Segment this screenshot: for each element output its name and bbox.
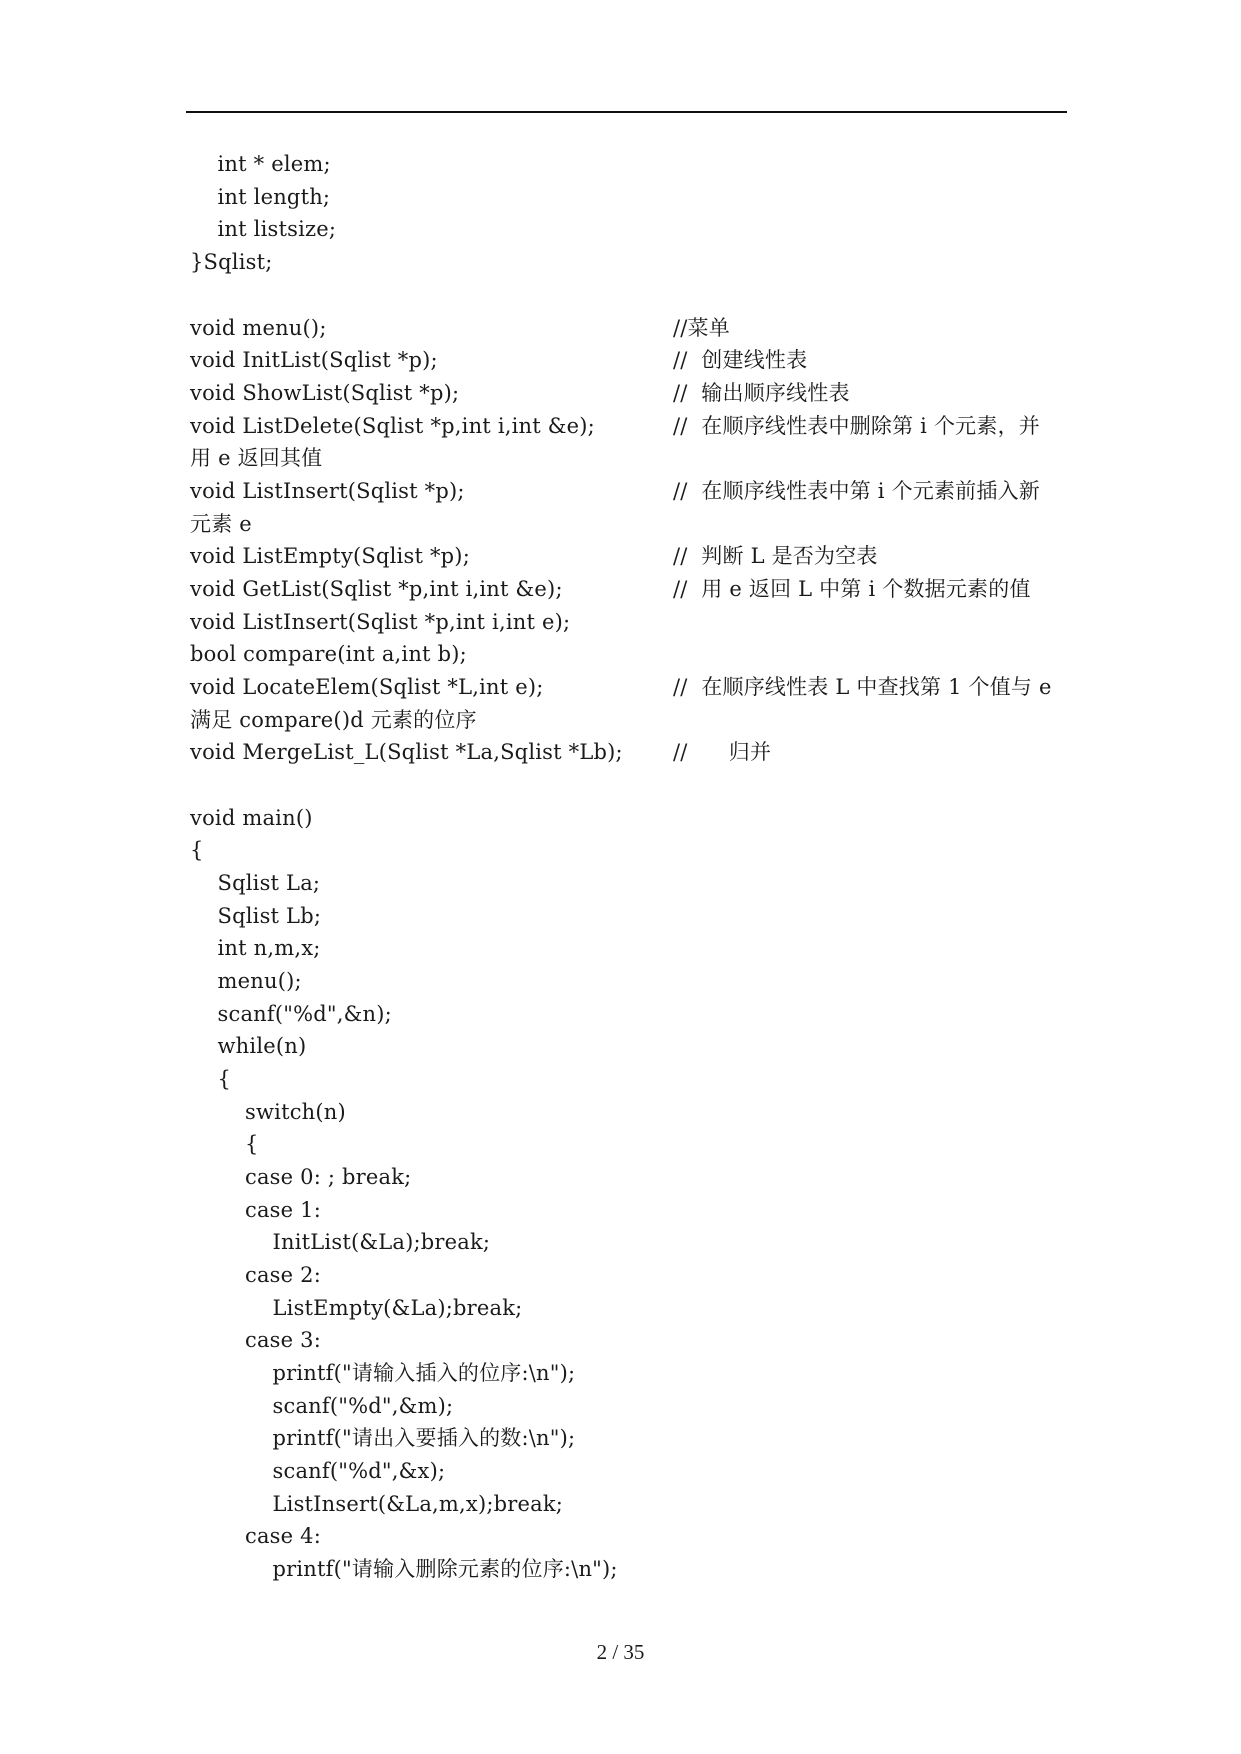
code-line: { bbox=[190, 1067, 232, 1091]
code-line: { bbox=[190, 838, 204, 862]
code-line: int listsize; bbox=[190, 217, 337, 241]
code-line: int n,m,x; bbox=[190, 936, 321, 960]
code-line: { bbox=[190, 1132, 259, 1156]
code-line: void LocateElem(Sqlist *L,int e); bbox=[190, 675, 544, 699]
comment-initlist: // 创建线性表 bbox=[673, 348, 808, 372]
code-line: menu(); bbox=[190, 969, 302, 993]
code-line: void menu(); bbox=[190, 316, 327, 340]
code-line: void ListInsert(Sqlist *p); bbox=[190, 479, 465, 503]
code-line: case 3: bbox=[190, 1328, 321, 1352]
code-line: case 1: bbox=[190, 1198, 321, 1222]
comment-listinsert: // 在顺序线性表中第 i 个元素前插入新 bbox=[673, 479, 1040, 503]
code-line: printf("请出入要插入的数:\n"); bbox=[190, 1426, 576, 1450]
code-line: printf("请输入插入的位序:\n"); bbox=[190, 1361, 576, 1385]
page-number: 2 / 35 bbox=[596, 1640, 645, 1664]
comment-showlist: // 输出顺序线性表 bbox=[673, 381, 850, 405]
code-line: void main() bbox=[190, 806, 313, 830]
comment-continuation: 满足 compare()d 元素的位序 bbox=[190, 708, 477, 732]
code-line: void ShowList(Sqlist *p); bbox=[190, 381, 460, 405]
comment-menu: //菜单 bbox=[673, 316, 730, 340]
code-line: }Sqlist; bbox=[190, 250, 273, 274]
code-line: ListEmpty(&La);break; bbox=[190, 1296, 523, 1320]
code-line: bool compare(int a,int b); bbox=[190, 642, 467, 666]
code-line: int length; bbox=[190, 185, 331, 209]
code-line: void MergeList_L(Sqlist *La,Sqlist *Lb); bbox=[190, 740, 623, 764]
comment-listdelete: // 在顺序线性表中删除第 i 个元素，并 bbox=[673, 414, 1040, 438]
code-line: scanf("%d",&x); bbox=[190, 1459, 446, 1483]
code-line: case 0: ; break; bbox=[190, 1165, 412, 1189]
code-line: scanf("%d",&n); bbox=[190, 1002, 392, 1026]
comment-listempty: // 判断 L 是否为空表 bbox=[673, 544, 878, 568]
code-line: void ListDelete(Sqlist *p,int i,int &e); bbox=[190, 414, 595, 438]
code-line: void InitList(Sqlist *p); bbox=[190, 348, 438, 372]
code-line: switch(n) bbox=[190, 1100, 346, 1124]
code-line: printf("请输入删除元素的位序:\n"); bbox=[190, 1557, 618, 1581]
code-line: scanf("%d",&m); bbox=[190, 1394, 454, 1418]
code-line: int * elem; bbox=[190, 152, 331, 176]
comment-mergelist: // 归并 bbox=[673, 740, 772, 764]
code-line: Sqlist Lb; bbox=[190, 904, 322, 928]
code-line: ListInsert(&La,m,x);break; bbox=[190, 1492, 564, 1516]
code-line: case 2: bbox=[190, 1263, 321, 1287]
comment-continuation: 元素 e bbox=[190, 512, 252, 536]
code-line: while(n) bbox=[190, 1034, 307, 1058]
comment-getlist: // 用 e 返回 L 中第 i 个数据元素的值 bbox=[673, 577, 1031, 601]
comment-continuation: 用 e 返回其值 bbox=[190, 446, 323, 470]
code-line: InitList(&La);break; bbox=[190, 1230, 491, 1254]
code-line: case 4: bbox=[190, 1524, 321, 1548]
comment-locateelem: // 在顺序线性表 L 中查找第 1 个值与 e bbox=[673, 675, 1052, 699]
code-line: void ListInsert(Sqlist *p,int i,int e); bbox=[190, 610, 571, 634]
code-line: Sqlist La; bbox=[190, 871, 321, 895]
code-line: void GetList(Sqlist *p,int i,int &e); bbox=[190, 577, 563, 601]
header-rule bbox=[186, 111, 1067, 113]
code-line: void ListEmpty(Sqlist *p); bbox=[190, 544, 470, 568]
